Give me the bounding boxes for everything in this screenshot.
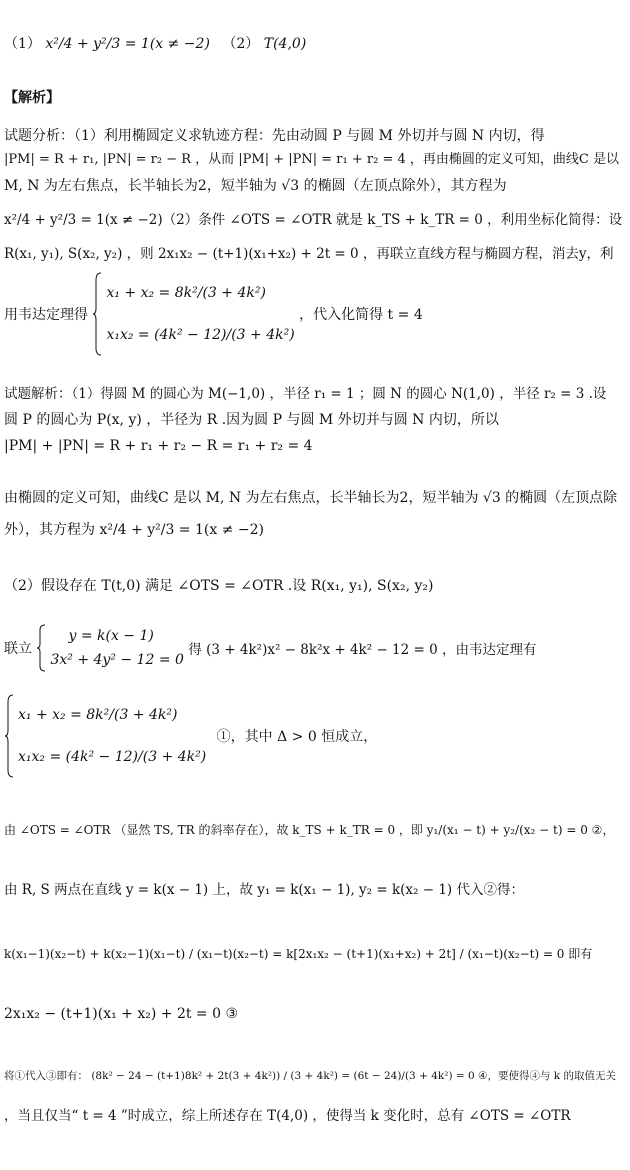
solution-line-11: k(x₁−1)(x₂−t) + k(x₂−1)(x₁−t) / (x₁−t)(x₂−t) = k[2x₁x₂ − (t+1)(x₁+x₂) + 2t] / (x₁−t)(x₂−t) = 0 即有 <box>4 947 593 961</box>
line-equation: y = k(x − 1) <box>68 628 154 644</box>
solution-line-6: （2）假设存在 T(t,0) 满足 ∠OTS = ∠OTR .设 R(x₁, y₁), S(x₂, y₂) <box>4 578 434 594</box>
solution-line-12: 2x₁x₂ − (t+1)(x₁ + x₂) + 2t = 0 ③ <box>4 1006 239 1022</box>
solution-line-7-prefix: 联立 <box>4 641 32 657</box>
vieta-system-1 <box>92 272 294 356</box>
solution-line-14: ，当且仅当“ t = 4 ”时成立，综上所述存在 T(4,0) ，使得当 k 变化时，总有 ∠OTS = ∠OTR <box>4 1108 571 1124</box>
answer-equation-2: T(4,0) <box>263 36 307 52</box>
vieta-product-2: x₁x₂ = (4k² − 12)/(3 + 4k²) <box>18 749 207 765</box>
solution-line-13: 将①代入③即有： (8k² − 24 − (t+1)8k² + 2t(3 + 4k²)) / (3 + 4k²) = (6t − 24)/(3 + 4k²) = 0 ④，要使得④与 k 的取值无关 <box>4 1070 616 1082</box>
answer-label-2: （2） <box>222 36 260 52</box>
solution-line-2: 圆 P 的圆心为 P(x, y) ，半径为 R .因为圆 P 与圆 M 外切并与圆 N 内切，所以 <box>4 412 499 428</box>
analysis-line-5: R(x₁, y₁), S(x₂, y₂) ，则 2x₁x₂ − (t+1)(x₁+x₂) + 2t = 0 ，再联立直线方程与椭圆方程，消去y，利 <box>4 246 614 262</box>
vieta-sum-2: x₁ + x₂ = 8k²/(3 + 4k²) <box>18 707 178 723</box>
solution-line-8 <box>4 694 377 778</box>
answer-equation-1: x²/4 + y²/3 = 1(x ≠ −2) <box>45 36 210 52</box>
solution-line-3: |PM| + |PN| = R + r₁ + r₂ − R = r₁ + r₂ = 4 <box>4 438 313 454</box>
vieta-product: x₁x₂ = (4k² − 12)/(3 + 4k²) <box>106 327 295 343</box>
solution-line-7-suffix: 得 (3 + 4k²)x² − 8k²x + 4k² − 12 = 0 ，由韦达定理有 <box>188 642 537 658</box>
solution-line-7 <box>4 624 537 672</box>
answer-label-1: （1） <box>4 36 41 52</box>
analysis-line-6-suffix: ，代入化简得 t = 4 <box>299 307 423 323</box>
answer-line <box>4 34 306 54</box>
analysis-line-6 <box>4 272 423 356</box>
section-title: 【解析】 <box>4 90 60 106</box>
analysis-line-3: M, N 为左右焦点，长半轴长为2，短半轴为 √3 的椭圆（左顶点除外），其方程为 <box>4 178 507 194</box>
ellipse-equation: 3x² + 4y² − 12 = 0 <box>50 652 184 668</box>
analysis-line-6-prefix: 用韦达定理得 <box>4 307 88 323</box>
brace-icon <box>92 272 102 356</box>
vieta-system-2 <box>4 694 206 778</box>
analysis-line-4: x²/4 + y²/3 = 1(x ≠ −2)（2）条件 ∠OTS = ∠OTR 就是 k_TS + k_TR = 0 ，利用坐标化简得：设 <box>4 212 623 228</box>
solution-line-1: 试题解析：（1）得圆 M 的圆心为 M(−1,0) ，半径 r₁ = 1 ；圆 N 的圆心 N(1,0) ，半径 r₂ = 3 .设 <box>4 386 607 402</box>
solution-line-5: 外），其方程为 x²/4 + y²/3 = 1(x ≠ −2) <box>4 522 264 538</box>
line-ellipse-system <box>36 624 183 672</box>
solution-line-9: 由 ∠OTS = ∠OTR （显然 TS, TR 的斜率存在），故 k_TS + k_TR = 0 ，即 y₁/(x₁ − t) + y₂/(x₂ − t) = 0 ②， <box>4 823 615 837</box>
brace-icon <box>36 624 46 672</box>
solution-line-8-text: ①，其中 Δ > 0 恒成立， <box>216 729 378 745</box>
analysis-line-1: 试题分析：（1）利用椭圆定义求轨迹方程：先由动圆 P 与圆 M 外切并与圆 N 内切，得 <box>4 128 545 144</box>
vieta-sum: x₁ + x₂ = 8k²/(3 + 4k²) <box>106 285 266 301</box>
brace-icon <box>4 694 14 778</box>
analysis-line-2: |PM| = R + r₁, |PN| = r₂ − R ，从而 |PM| + |PN| = r₁ + r₂ = 4 ，再由椭圆的定义可知，曲线C 是以 <box>4 152 619 167</box>
solution-line-4: 由椭圆的定义可知，曲线C 是以 M, N 为左右焦点，长半轴长为2，短半轴为 √3 的椭圆（左顶点除 <box>4 490 618 506</box>
solution-line-10: 由 R, S 两点在直线 y = k(x − 1) 上，故 y₁ = k(x₁ − 1), y₂ = k(x₂ − 1) 代入②得： <box>4 882 524 898</box>
